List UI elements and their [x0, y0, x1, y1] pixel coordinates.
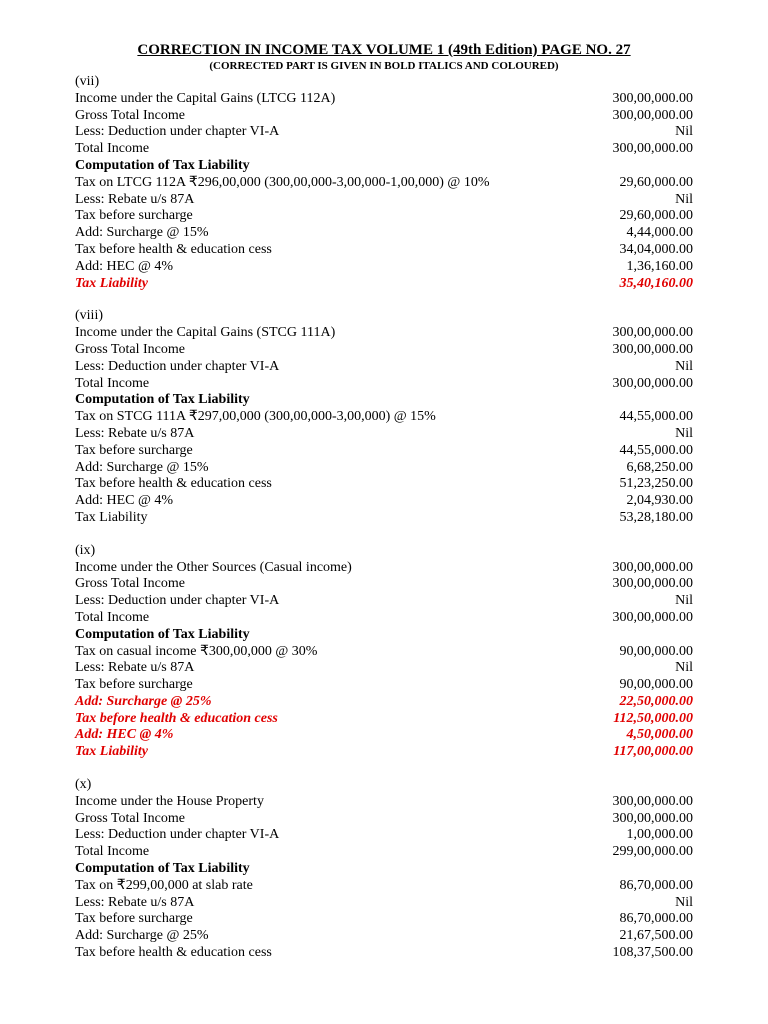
line-item-amount: Nil — [675, 124, 693, 140]
line-item-row — [75, 208, 693, 225]
line-item-row — [75, 794, 693, 811]
line-item-label: Computation of Tax Liability — [75, 392, 250, 408]
line-item-amount: 6,68,250.00 — [626, 459, 693, 475]
line-item-amount: 21,67,500.00 — [619, 928, 693, 944]
line-item-row — [75, 426, 693, 443]
line-item-row — [75, 610, 693, 627]
tax-section — [75, 308, 693, 526]
line-item-amount: 300,00,000.00 — [612, 375, 693, 391]
line-item-amount: 29,60,000.00 — [619, 208, 693, 224]
line-item-row — [75, 660, 693, 677]
section-heading-row — [75, 392, 693, 409]
line-item-label: Tax before surcharge — [75, 208, 193, 224]
line-item-amount: Nil — [675, 358, 693, 374]
line-item-label: Tax Liability — [75, 509, 148, 525]
line-item-label: Computation of Tax Liability — [75, 157, 250, 173]
line-item-amount: 300,00,000.00 — [612, 90, 693, 106]
line-item-row — [75, 141, 693, 158]
line-item-row — [75, 124, 693, 141]
line-item-amount: Nil — [675, 425, 693, 441]
line-item-label: Tax before surcharge — [75, 911, 193, 927]
line-item-amount: 86,70,000.00 — [619, 877, 693, 893]
line-item-row — [75, 242, 693, 259]
line-item-label: Less: Rebate u/s 87A — [75, 425, 195, 441]
line-item-label: Income under the Capital Gains (LTCG 112A) — [75, 90, 336, 106]
line-item-label: Income under the Other Sources (Casual income) — [75, 559, 352, 575]
line-item-label: Less: Rebate u/s 87A — [75, 660, 195, 676]
line-item-label: Tax before health & education cess — [75, 241, 272, 257]
line-item-amount: 108,37,500.00 — [612, 945, 693, 961]
line-item-row — [75, 259, 693, 276]
line-item-label: Add: Surcharge @ 15% — [75, 459, 209, 475]
line-item-label: Less: Rebate u/s 87A — [75, 894, 195, 910]
line-item-label: Total Income — [75, 141, 150, 157]
line-item-amount: 300,00,000.00 — [612, 810, 693, 826]
line-item-amount: 2,04,930.00 — [626, 493, 693, 509]
line-item-row — [75, 192, 693, 209]
line-item-row — [75, 108, 693, 125]
line-item-amount: 4,44,000.00 — [626, 225, 693, 241]
line-item-label: Gross Total Income — [75, 576, 185, 592]
line-item-amount: Nil — [675, 191, 693, 207]
page-subtitle: (CORRECTED PART IS GIVEN IN BOLD ITALICS AND COLOURED) — [209, 60, 559, 72]
line-item-amount: 300,00,000.00 — [612, 325, 693, 341]
line-item-amount: 4,50,000.00 — [626, 727, 693, 743]
line-item-row — [75, 827, 693, 844]
line-item-label: Tax before surcharge — [75, 677, 193, 693]
line-item-row — [75, 945, 693, 962]
line-item-amount: 1,36,160.00 — [626, 258, 693, 274]
line-item-label: Add: Surcharge @ 15% — [75, 225, 209, 241]
tax-section — [75, 777, 693, 962]
line-item-label: Add: HEC @ 4% — [75, 258, 174, 274]
document-body — [75, 74, 693, 978]
line-item-amount: 86,70,000.00 — [619, 911, 693, 927]
line-item-label: Total Income — [75, 844, 150, 860]
line-item-label: Add: Surcharge @ 25% — [75, 693, 212, 709]
line-item-label: Tax Liability — [75, 744, 148, 760]
line-item-amount: 117,00,000.00 — [613, 744, 693, 760]
line-item-amount: 53,28,180.00 — [619, 509, 693, 525]
line-item-label: Add: Surcharge @ 25% — [75, 928, 209, 944]
line-item-label: Tax Liability — [75, 275, 148, 291]
line-item-row — [75, 895, 693, 912]
line-item-label: Less: Deduction under chapter VI-A — [75, 124, 280, 140]
line-item-amount: 300,00,000.00 — [612, 559, 693, 575]
line-item-amount: 300,00,000.00 — [612, 576, 693, 592]
line-item-amount: Nil — [675, 660, 693, 676]
line-item-label: Tax on casual income ₹300,00,000 @ 30% — [75, 643, 318, 659]
line-item-row — [75, 409, 693, 426]
line-item-label: Tax on LTCG 112A ₹296,00,000 (300,00,000-3,00,000-1,00,000) @ 10% — [75, 174, 490, 190]
line-item-amount: 90,00,000.00 — [619, 677, 693, 693]
line-item-amount: 300,00,000.00 — [612, 609, 693, 625]
section-heading-row — [75, 627, 693, 644]
line-item-label: Tax before surcharge — [75, 442, 193, 458]
line-item-row — [75, 510, 693, 527]
line-item-label: Computation of Tax Liability — [75, 626, 250, 642]
line-item-amount: 300,00,000.00 — [612, 107, 693, 123]
line-item-row — [75, 727, 693, 744]
line-item-label: Gross Total Income — [75, 810, 185, 826]
line-item-label: Tax before health & education cess — [75, 710, 278, 726]
line-item-label: Total Income — [75, 609, 150, 625]
line-item-amount: 1,00,000.00 — [626, 827, 693, 843]
line-item-label: Tax before health & education cess — [75, 945, 272, 961]
line-item-row — [75, 576, 693, 593]
page-title-text: CORRECTION IN INCOME TAX VOLUME 1 (49th Edition) PAGE NO. 27 — [137, 42, 631, 58]
line-item-label: Tax before health & education cess — [75, 476, 272, 492]
line-item-label: Add: HEC @ 4% — [75, 493, 174, 509]
line-item-amount: 29,60,000.00 — [619, 174, 693, 190]
section-number: (x) — [75, 777, 92, 793]
line-item-row — [75, 711, 693, 728]
line-item-row — [75, 811, 693, 828]
line-item-row — [75, 342, 693, 359]
line-item-label: Gross Total Income — [75, 341, 185, 357]
line-item-row — [75, 493, 693, 510]
line-item-row — [75, 928, 693, 945]
section-heading-row — [75, 861, 693, 878]
section-number: (vii) — [75, 74, 100, 89]
line-item-label: Tax on ₹299,00,000 at slab rate — [75, 877, 253, 893]
line-item-label: Less: Deduction under chapter VI-A — [75, 593, 280, 609]
line-item-amount: 51,23,250.00 — [619, 476, 693, 492]
section-heading-row — [75, 158, 693, 175]
line-item-amount: 34,04,000.00 — [619, 241, 693, 257]
line-item-amount: 299,00,000.00 — [612, 844, 693, 860]
line-item-label: Add: HEC @ 4% — [75, 727, 174, 743]
line-item-label: Computation of Tax Liability — [75, 861, 250, 877]
line-item-amount: 300,00,000.00 — [612, 793, 693, 809]
tax-section — [75, 74, 693, 292]
line-item-amount: Nil — [675, 593, 693, 609]
line-item-label: Less: Deduction under chapter VI-A — [75, 358, 280, 374]
line-item-row — [75, 276, 693, 293]
line-item-label: Less: Deduction under chapter VI-A — [75, 827, 280, 843]
line-item-row — [75, 376, 693, 393]
line-item-label: Gross Total Income — [75, 107, 185, 123]
line-item-row — [75, 593, 693, 610]
line-item-row — [75, 677, 693, 694]
line-item-row — [75, 476, 693, 493]
line-item-label: Less: Rebate u/s 87A — [75, 191, 195, 207]
line-item-row — [75, 560, 693, 577]
line-item-row — [75, 225, 693, 242]
line-item-amount: Nil — [675, 894, 693, 910]
line-item-row — [75, 359, 693, 376]
line-item-amount: 112,50,000.00 — [613, 710, 693, 726]
line-item-row — [75, 911, 693, 928]
line-item-amount: 44,55,000.00 — [619, 409, 693, 425]
line-item-amount: 44,55,000.00 — [619, 442, 693, 458]
line-item-row — [75, 91, 693, 108]
line-item-amount: 300,00,000.00 — [612, 141, 693, 157]
line-item-row — [75, 175, 693, 192]
section-number: (ix) — [75, 542, 96, 558]
line-item-amount: 90,00,000.00 — [619, 643, 693, 659]
page-title — [0, 42, 768, 59]
line-item-row — [75, 644, 693, 661]
line-item-row — [75, 460, 693, 477]
line-item-row — [75, 443, 693, 460]
line-item-row — [75, 325, 693, 342]
line-item-label: Total Income — [75, 375, 150, 391]
line-item-label: Income under the Capital Gains (STCG 111A) — [75, 325, 336, 341]
line-item-label: Tax on STCG 111A ₹297,00,000 (300,00,000-3,00,000) @ 15% — [75, 409, 436, 425]
line-item-amount: 300,00,000.00 — [612, 341, 693, 357]
line-item-row — [75, 744, 693, 761]
line-item-row — [75, 878, 693, 895]
line-item-row — [75, 694, 693, 711]
line-item-amount: 35,40,160.00 — [619, 275, 693, 291]
line-item-label: Income under the House Property — [75, 793, 264, 809]
line-item-amount: 22,50,000.00 — [619, 693, 693, 709]
section-number: (viii) — [75, 308, 103, 324]
tax-section — [75, 543, 693, 761]
line-item-row — [75, 844, 693, 861]
